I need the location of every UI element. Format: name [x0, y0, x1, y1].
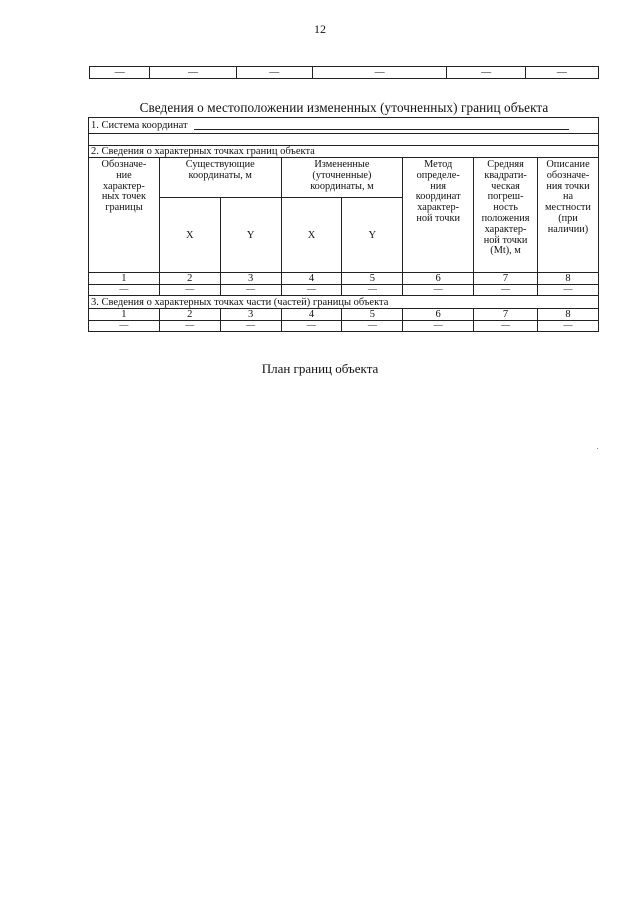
table-cell: — [159, 285, 220, 296]
table-row [89, 321, 599, 332]
header-error-text: Средняя квадрати- ческая погреш- ность положения характер- ной точки (Mt), м [481, 159, 530, 257]
column-number: 4 [281, 273, 342, 285]
page-number: 12 [314, 22, 326, 36]
column-number: 7 [474, 309, 538, 321]
table-cell: — [281, 285, 342, 296]
table-cell: — [159, 321, 220, 332]
section3-label: 3. Сведения о характерных точках части (частей) границы объекта [89, 296, 599, 309]
coordinate-system-blank [194, 121, 569, 130]
strip-cell: — [313, 67, 448, 78]
coordinate-system-label: 1. Система координат [91, 119, 188, 131]
header-designation-text: Обозначе- ние характер- ных точек границы [101, 159, 147, 214]
header-y-existing: Y [220, 198, 281, 273]
column-number: 7 [474, 273, 538, 285]
table-cell: — [220, 285, 281, 296]
header-y-changed: Y [342, 198, 403, 273]
column-number: 3 [220, 309, 281, 321]
table-cell: — [538, 285, 599, 296]
plan-title: План границ объекта [261, 361, 379, 376]
header-existing-text: Существующие координаты, м [185, 159, 255, 181]
column-number: 6 [403, 309, 474, 321]
table-cell: — [89, 321, 160, 332]
section-heading: Сведения о местоположении измененных (уточненных) границ объекта [139, 100, 549, 115]
header-changed-text: Измененные (уточненные) координаты, м [310, 159, 374, 192]
boundary-table [88, 117, 599, 332]
column-number: 1 [89, 309, 160, 321]
previous-table-strip [89, 66, 599, 79]
column-number: 3 [220, 273, 281, 285]
header-description-text: Описание обозначе- ния точки на местности (при наличии) [545, 159, 591, 235]
column-number: 1 [89, 273, 160, 285]
header-existing [159, 158, 281, 198]
header-x-existing: X [159, 198, 220, 273]
table-cell: — [474, 321, 538, 332]
strip-cell: — [447, 67, 525, 78]
strip-cell: — [237, 67, 313, 78]
table-cell: — [403, 321, 474, 332]
scan-speck [597, 448, 598, 449]
column-number: 8 [538, 309, 599, 321]
table-row [89, 285, 599, 296]
table-cell: — [342, 321, 403, 332]
table-cell: — [474, 285, 538, 296]
section-spacer [89, 134, 599, 146]
section2-column-numbers [89, 273, 599, 285]
strip-cell: — [150, 67, 236, 78]
table-cell: — [342, 285, 403, 296]
header-description [538, 158, 599, 273]
strip-cell: — [556, 67, 567, 78]
coordinate-system-row [89, 118, 599, 134]
table-cell: — [538, 321, 599, 332]
header-error [474, 158, 538, 273]
header-method-text: Метод определе- ния координат характер- ной точки [415, 159, 461, 224]
header-method [403, 158, 474, 273]
column-number: 2 [159, 273, 220, 285]
column-number: 5 [342, 309, 403, 321]
section3-column-numbers [89, 309, 599, 321]
header-changed [281, 158, 403, 198]
column-number: 2 [159, 309, 220, 321]
table-cell: — [281, 321, 342, 332]
column-number: 4 [281, 309, 342, 321]
column-number: 8 [538, 273, 599, 285]
strip-cell: — [90, 67, 150, 78]
table-cell: — [403, 285, 474, 296]
header-x-changed: X [281, 198, 342, 273]
column-number: 6 [403, 273, 474, 285]
section2-label: 2. Сведения о характерных точках границ объекта [89, 146, 599, 158]
table-cell: — [220, 321, 281, 332]
header-designation [89, 158, 160, 273]
table-cell: — [89, 285, 160, 296]
column-number: 5 [342, 273, 403, 285]
